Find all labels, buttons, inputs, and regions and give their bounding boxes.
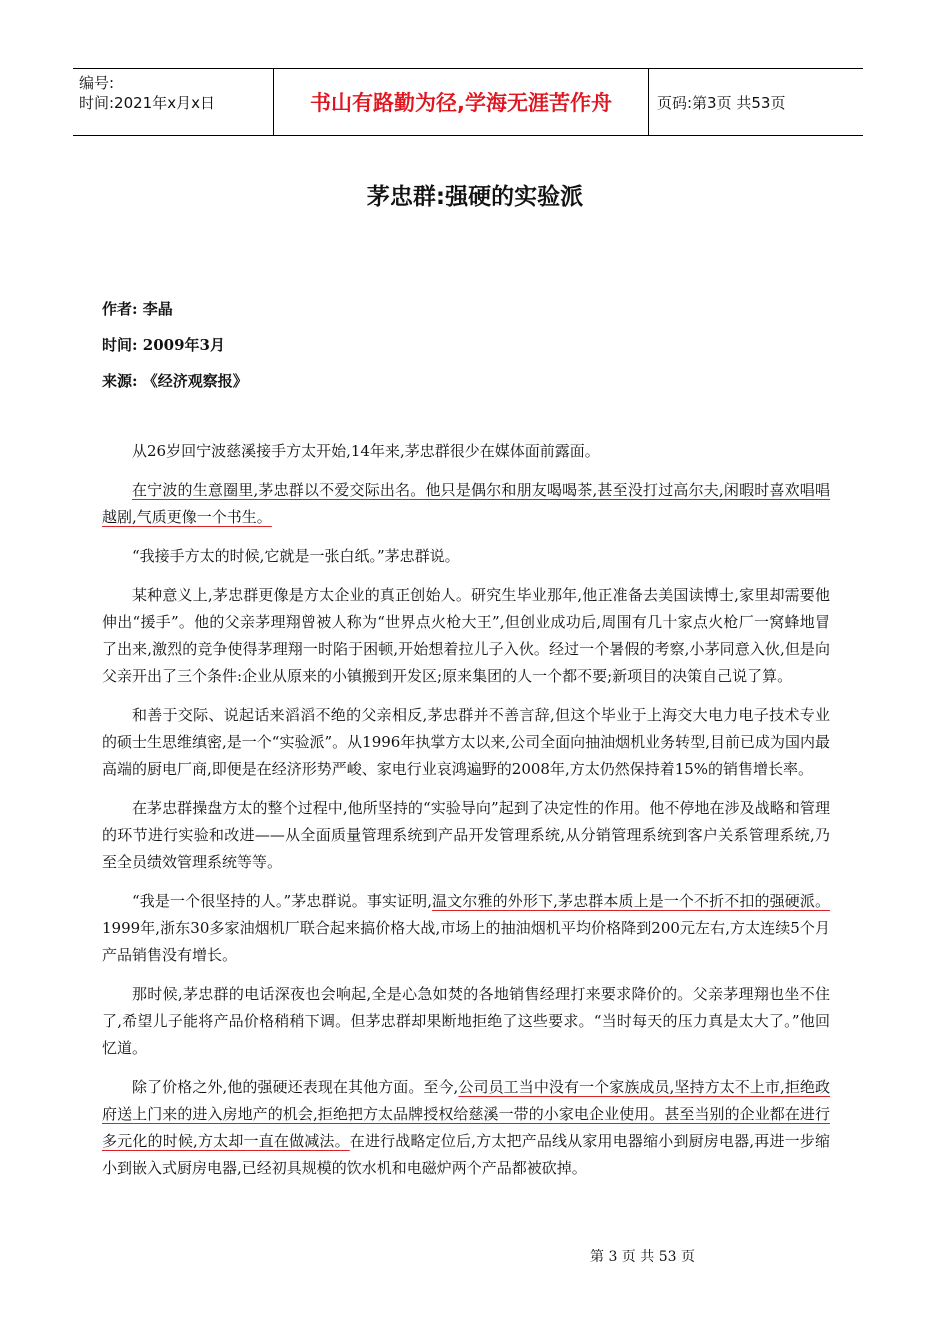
underlined-text: 公司员工当中没有一个家族成员,坚持方太不上市,拒绝政府送上门来的进入房地产的机会,拒绝把方太品牌授权给慈溪一带的小家电企业使用。甚至当别的企业都在进行多元化的时候,方太却一直在做减法。 [102, 1078, 830, 1150]
paragraph-4: 某种意义上,茅忠群更像是方太企业的真正创始人。研究生毕业那年,他正准备去美国读博士,家里却需要他伸出“援手”。他的父亲茅理翔曾被人称为“世界点火枪大王”,但创业成功后,周围有几十家点火枪厂一窝蜂地冒了出来,激烈的竞争使得茅理翔一时陷于困顿,开始想着拉儿子入伙。经过一个暑假的考察,小茅同意入伙,但是向父亲开出了三个条件:企业从原来的小镇搬到开发区;原来集团的人一个都不要;新项目的决策自己说了算。 [102, 586, 830, 685]
underlined-text: 在宁波的生意圈里,茅忠群以不爱交际出名。他只是偶尔和朋友喝喝茶,甚至没打过高尔夫,闲暇时喜欢唱唱越剧,气质更像一个书生。 [102, 481, 830, 526]
paragraph-2 [102, 477, 830, 531]
header-motto: 书山有路勤为径,学海无涯苦作舟 [274, 69, 649, 135]
article-title: 茅忠群:强硬的实验派 [366, 184, 584, 210]
paragraph-6: 在茅忠群操盘方太的整个过程中,他所坚持的“实验导向”起到了决定性的作用。他不停地在涉及战略和管理的环节进行实验和改进——从全面质量管理系统到产品开发管理系统,从分销管理系统到客户关系管理系统,乃至全员绩效管理系统等等。 [102, 799, 830, 871]
text-run: 1999年,浙东30多家油烟机厂联合起来搞价格大战,市场上的抽油烟机平均价格降到200元左右,方太连续5个月产品销售没有增长。 [102, 919, 830, 964]
paragraph-3: “我接手方太的时候,它就是一张白纸。”茅忠群说。 [132, 547, 460, 565]
article-author: 作者: 李晶 [102, 300, 173, 318]
article-source: 来源: 《经济观察报》 [102, 372, 248, 390]
page-header [73, 68, 863, 136]
header-page-info: 页码:第3页 共53页 [657, 93, 786, 112]
underlined-text: 温文尔雅的外形下,茅忠群本质上是一个不折不扣的强硬派。 [432, 892, 830, 910]
paragraph-1: 从26岁回宁波慈溪接手方太开始,14年来,茅忠群很少在媒体面前露面。 [132, 442, 600, 460]
text-run: 在进行战略定位后,方太把产品线从家用电器缩小到厨房电器,再进一步缩小到嵌入式厨房电器,已经初具规模的饮水机和电磁炉两个产品都被砍掉。 [102, 1132, 830, 1177]
paragraph-8: 那时候,茅忠群的电话深夜也会响起,全是心急如焚的各地销售经理打来要求降价的。父亲茅理翔也坐不住了,希望儿子能将产品价格稍稍下调。但茅忠群却果断地拒绝了这些要求。“当时每天的压力真是太大了。”他回忆道。 [102, 985, 830, 1057]
header-info-cell [73, 69, 274, 135]
paragraph-7 [102, 888, 830, 969]
page-footer: 第 3 页 共 53 页 [590, 1249, 695, 1265]
header-time: 时间:2021年x月x日 [79, 94, 215, 112]
paragraph-5: 和善于交际、说起话来滔滔不绝的父亲相反,茅忠群并不善言辞,但这个毕业于上海交大电力电子技术专业的硕士生思维缜密,是一个“实验派”。从1996年执掌方太以来,公司全面向抽油烟机业务转型,目前已成为国内最高端的厨电厂商,即便是在经济形势严峻、家电行业哀鸿遍野的2008年,方太仍然保持着15%的销售增长率。 [102, 706, 830, 778]
text-run: 除了价格之外,他的强硬还表现在其他方面。至今, [132, 1078, 459, 1096]
article-date: 时间: 2009年3月 [102, 336, 225, 354]
article-body [102, 438, 830, 1194]
text-run: “我是一个很坚持的人。”茅忠群说。事实证明, [132, 892, 433, 910]
header-number: 编号: [79, 74, 115, 92]
paragraph-9 [102, 1074, 830, 1182]
